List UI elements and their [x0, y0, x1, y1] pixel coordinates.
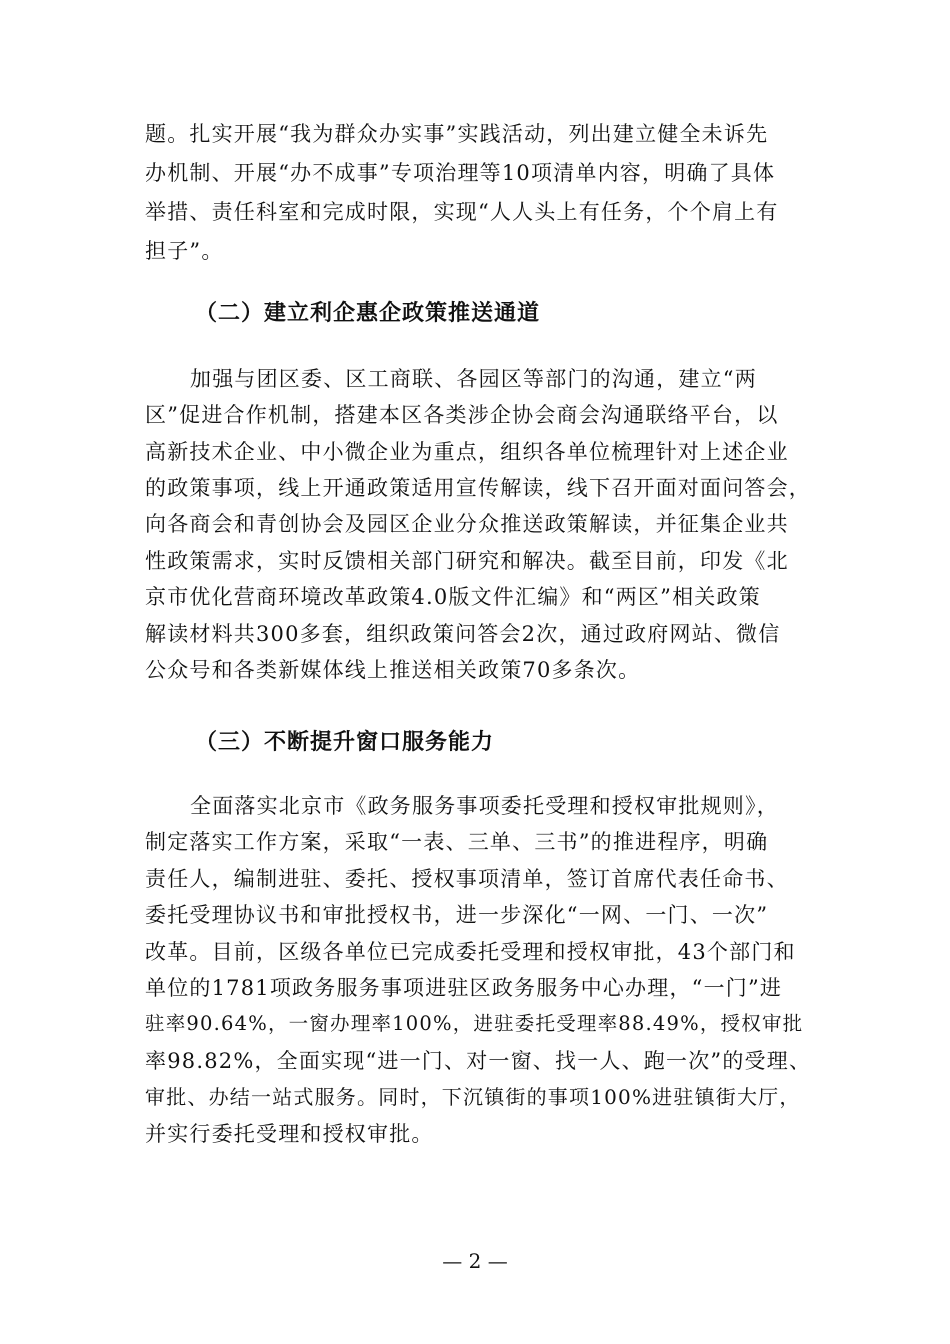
paragraph-line: 改革。目前，区级各单位已完成委托受理和授权审批，43个部门和 — [145, 940, 796, 964]
paragraph-line: 向各商会和青创协会及园区企业分众推送政策解读，并征集企业共 — [145, 512, 789, 536]
section-heading: （三）不断提升窗口服务能力 — [195, 730, 495, 755]
section-heading: （二）建立利企惠企政策推送通道 — [195, 301, 541, 326]
paragraph-line: 审批、办结一站式服务。同时，下沉镇街的事项100%进驻镇街大厅， — [145, 1085, 801, 1109]
paragraph-line: 办机制、开展“办不成事”专项治理等10项清单内容，明确了具体 — [145, 161, 776, 185]
paragraph-line: 京市优化营商环境改革政策4.0版文件汇编》和“两区”相关政策 — [145, 585, 761, 609]
paragraph-line: 区”促进合作机制，搭建本区各类涉企协会商会沟通联络平台，以 — [145, 403, 779, 427]
paragraph-line: 制定落实工作方案，采取“一表、三单、三书”的推进程序，明确 — [145, 830, 769, 854]
paragraph-line: 解读材料共300多套，组织政策问答会2次，通过政府网站、微信 — [145, 622, 781, 646]
paragraph-line: 全面落实北京市《政务服务事项委托受理和授权审批规则》， — [190, 794, 779, 818]
paragraph-line: 加强与团区委、区工商联、各园区等部门的沟通，建立“两 — [190, 367, 757, 391]
paragraph-line: 委托受理协议书和审批授权书，进一步深化“一网、一门、一次” — [145, 903, 769, 927]
paragraph-line: 高新技术企业、中小微企业为重点，组织各单位梳理针对上述企业 — [145, 440, 789, 464]
paragraph-line: 题。扎实开展“我为群众办实事”实践活动，列出建立健全未诉先 — [145, 122, 769, 146]
paragraph-line: 并实行委托受理和授权审批。 — [145, 1122, 434, 1146]
paragraph-line: 举措、责任科室和完成时限，实现“人人头上有任务，个个肩上有 — [145, 200, 779, 224]
paragraph-line: 公众号和各类新媒体线上推送相关政策70多条次。 — [145, 658, 641, 682]
paragraph-line: 责任人，编制进驻、委托、授权事项清单，签订首席代表任命书、 — [145, 867, 789, 891]
page-number: — 2 — — [442, 1249, 508, 1273]
paragraph-line: 率98.82%，全面实现“进一门、对一窗、找一人、跑一次”的受理、 — [145, 1049, 812, 1073]
paragraph-line: 单位的1781项政务服务事项进驻区政务服务中心办理，“一门”进 — [145, 976, 783, 1000]
paragraph-line: 的政策事项，线上开通政策适用宣传解读，线下召开面对面问答会， — [145, 476, 811, 500]
paragraph-line: 性政策需求，实时反馈相关部门研究和解决。截至目前，印发《北 — [145, 549, 789, 573]
paragraph-line: 担子”。 — [145, 239, 224, 263]
paragraph-line: 驻率90.64%，一窗办理率100%，进驻委托受理率88.49%，授权审批 — [145, 1012, 804, 1035]
